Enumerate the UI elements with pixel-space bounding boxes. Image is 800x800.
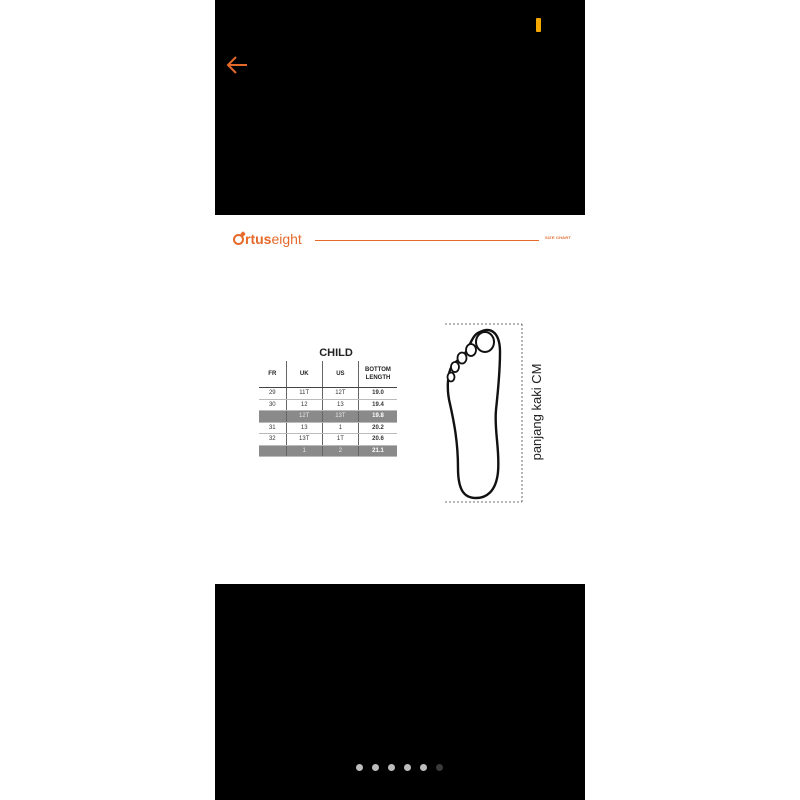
table-row (259, 434, 397, 446)
pager-dot[interactable] (372, 764, 379, 771)
cell-length: 21.1 (359, 445, 398, 457)
table-row (259, 411, 397, 423)
column-header-uk: UK (286, 361, 322, 388)
pager-dot-active[interactable] (436, 764, 443, 771)
table-row (259, 399, 397, 411)
battery-indicator (536, 18, 541, 32)
cell-fr (259, 411, 286, 423)
size-chart-label: SIZE CHART (545, 235, 571, 240)
size-chart-image (215, 215, 585, 584)
table-row (259, 388, 397, 400)
cell-fr: 29 (259, 388, 286, 400)
cell-uk: 1 (286, 445, 322, 457)
cell-fr: 30 (259, 399, 286, 411)
cell-us: 1T (322, 434, 358, 446)
logo-mark-icon (233, 234, 244, 245)
cell-us: 2 (322, 445, 358, 457)
cell-length: 19.4 (359, 399, 398, 411)
cell-uk: 13 (286, 422, 322, 434)
size-table (259, 361, 397, 457)
cell-length: 19.0 (359, 388, 398, 400)
pager-dot[interactable] (420, 764, 427, 771)
foot-length-label: panjang kaki CM (529, 363, 544, 461)
arrow-left-icon (225, 54, 251, 76)
phone-screen (215, 0, 585, 800)
cell-fr (259, 445, 286, 457)
table-row (259, 445, 397, 457)
cell-length: 19.8 (359, 411, 398, 423)
cell-fr: 31 (259, 422, 286, 434)
cell-uk: 13T (286, 434, 322, 446)
image-pager (356, 764, 443, 771)
cell-us: 13T (322, 411, 358, 423)
foot-outline-icon (440, 318, 550, 510)
column-header-bottom-length: BOTTOM LENGTH (359, 361, 398, 388)
table-header-row (259, 361, 397, 388)
pager-dot[interactable] (356, 764, 363, 771)
cell-us: 13 (322, 399, 358, 411)
foot-diagram (440, 318, 550, 510)
brand-name-light: eight (271, 231, 302, 247)
size-table-container (259, 346, 397, 457)
table-title: CHILD (319, 347, 353, 359)
brand-logo (233, 229, 302, 249)
cell-us: 1 (322, 422, 358, 434)
cell-uk: 12T (286, 411, 322, 423)
brand-name-bold: rtus (245, 231, 272, 247)
cell-uk: 11T (286, 388, 322, 400)
table-row (259, 422, 397, 434)
cell-us: 12T (322, 388, 358, 400)
cell-length: 20.6 (359, 434, 398, 446)
back-button[interactable] (225, 54, 251, 76)
pager-dot[interactable] (404, 764, 411, 771)
column-header-us: US (322, 361, 358, 388)
cell-length: 20.2 (359, 422, 398, 434)
header-divider (315, 240, 539, 241)
column-header-fr: FR (259, 361, 286, 388)
cell-fr: 32 (259, 434, 286, 446)
pager-dot[interactable] (388, 764, 395, 771)
cell-uk: 12 (286, 399, 322, 411)
